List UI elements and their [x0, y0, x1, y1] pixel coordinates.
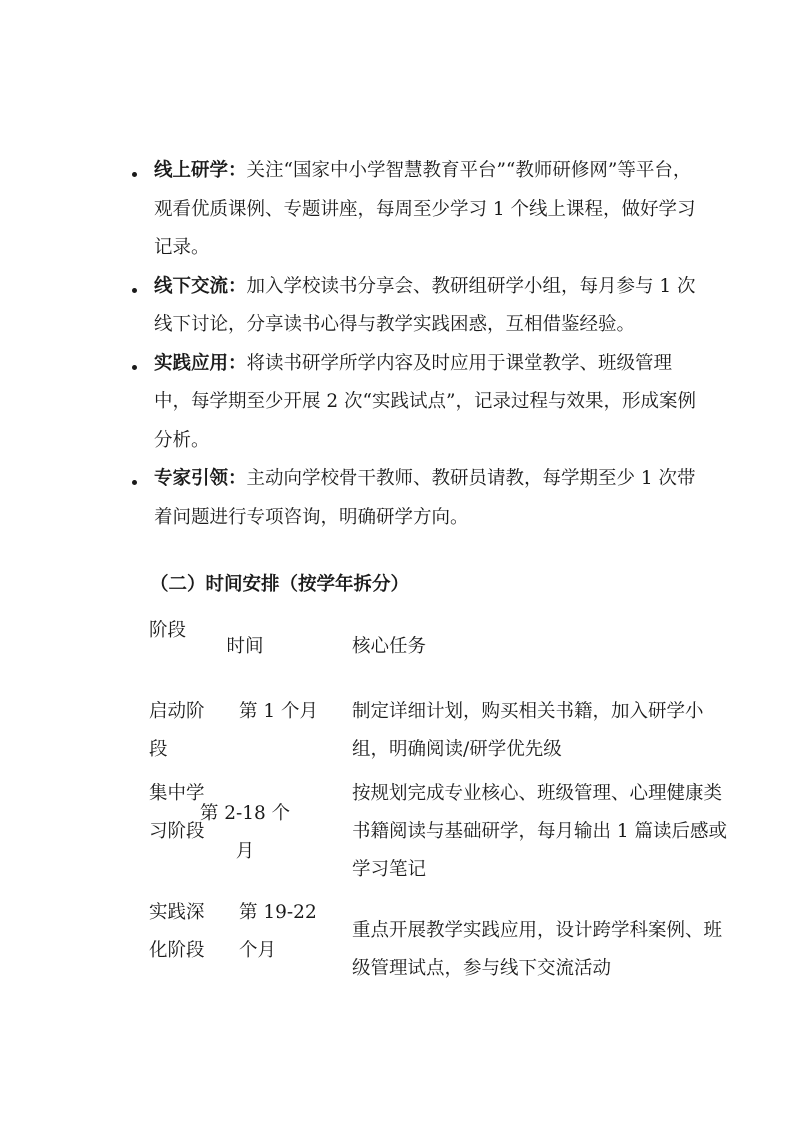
list-item [128, 152, 703, 268]
item-term: 线下交流： [154, 275, 247, 297]
item-term: 实践应用： [154, 352, 247, 374]
item-text: 主动向学校骨干教师、教研员请教，每学期至少 1 次带着问题进行专项咨询，明确研学方向。 [154, 468, 696, 528]
list-item [128, 460, 703, 537]
section-heading: （二）时间安排（按学年拆分） [150, 574, 410, 595]
table-header-task: 核心任务 [352, 636, 427, 657]
table-header-stage: 阶段 [149, 620, 187, 641]
bullet-dot [132, 288, 137, 293]
table-cell-stage: 集中学习阶段 [149, 783, 205, 842]
table-cell-task: 重点开展教学实践应用，设计跨学科案例、班级管理试点，参与线下交流活动 [352, 920, 723, 979]
item-text: 关注“国家中小学智慧教育平台”“教师研修网”等平台，观看优质课例、专题讲座，每周至少学习 1 个线上课程，做好学习记录。 [154, 160, 696, 258]
item-term: 线上研学： [154, 160, 247, 181]
table-cell-task: 按规划完成专业核心、班级管理、心理健康类书籍阅读与基础研学，每月输出 1 篇读后感或学习笔记 [352, 783, 728, 880]
bullet-list [128, 152, 703, 537]
item-text: 将读书研学所学内容及时应用于课堂教学、班级管理中，每学期至少开展 2 次“实践试点”，记录过程与效果，形成案例分析。 [154, 352, 696, 451]
bullet-dot [132, 365, 137, 370]
item-text: 加入学校读书分享会、教研组研学小组，每月参与 1 次线下讨论，分享读书心得与教学实践困惑，互相借鉴经验。 [154, 275, 696, 335]
item-term: 专家引领： [154, 468, 247, 489]
table-cell-stage: 启动阶段 [149, 701, 205, 760]
table-cell-time: 第 1 个月 [239, 701, 319, 722]
table-header-time: 时间 [226, 636, 264, 657]
list-item [128, 268, 703, 345]
table-cell-task: 制定详细计划，购买相关书籍，加入研学小组，明确阅读/研学优先级 [352, 701, 704, 760]
bullet-dot [132, 172, 137, 177]
table-cell-time: 第 2-18 个月 [199, 803, 291, 862]
list-item [128, 345, 703, 461]
bullet-dot [132, 480, 137, 485]
table-cell-time: 第 19-22 个月 [239, 902, 317, 961]
table-cell-stage: 实践深化阶段 [149, 902, 205, 961]
